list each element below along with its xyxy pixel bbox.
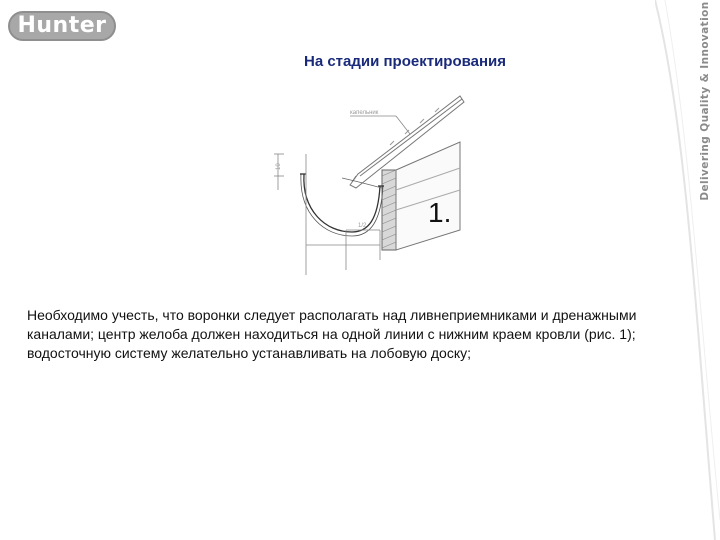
drip-edge-annotation	[350, 110, 410, 134]
dim-label-left: 10	[276, 163, 282, 170]
fascia-board	[382, 170, 396, 250]
annotation-drip-edge: капельник	[350, 110, 379, 116]
body-paragraph-1: Необходимо учесть, что воронки следует располагать над ливнеприемниками и дренажными каналами; центр желоба должен находиться на одной линии с нижним краем кровли (рис. 1);	[27, 307, 637, 342]
tagline-text: Delivering Quality & Innovation	[699, 1, 711, 201]
tagline	[697, 1, 713, 201]
body-paragraph-2: водосточную систему желательно устанавливать на лобовую доску;	[27, 345, 472, 361]
figure-number: 1.	[428, 197, 452, 228]
dim-label-bottom: 1/2	[358, 223, 367, 229]
slide-title: На стадии проектирования	[303, 53, 507, 70]
dimension-lines	[274, 154, 380, 275]
gutter-profile	[300, 174, 384, 236]
gutter-hanger	[342, 178, 382, 188]
gutter-diagram	[270, 90, 470, 280]
body-text	[27, 306, 657, 363]
logo-text: Hunter	[17, 13, 107, 38]
hunter-logo	[8, 11, 116, 41]
